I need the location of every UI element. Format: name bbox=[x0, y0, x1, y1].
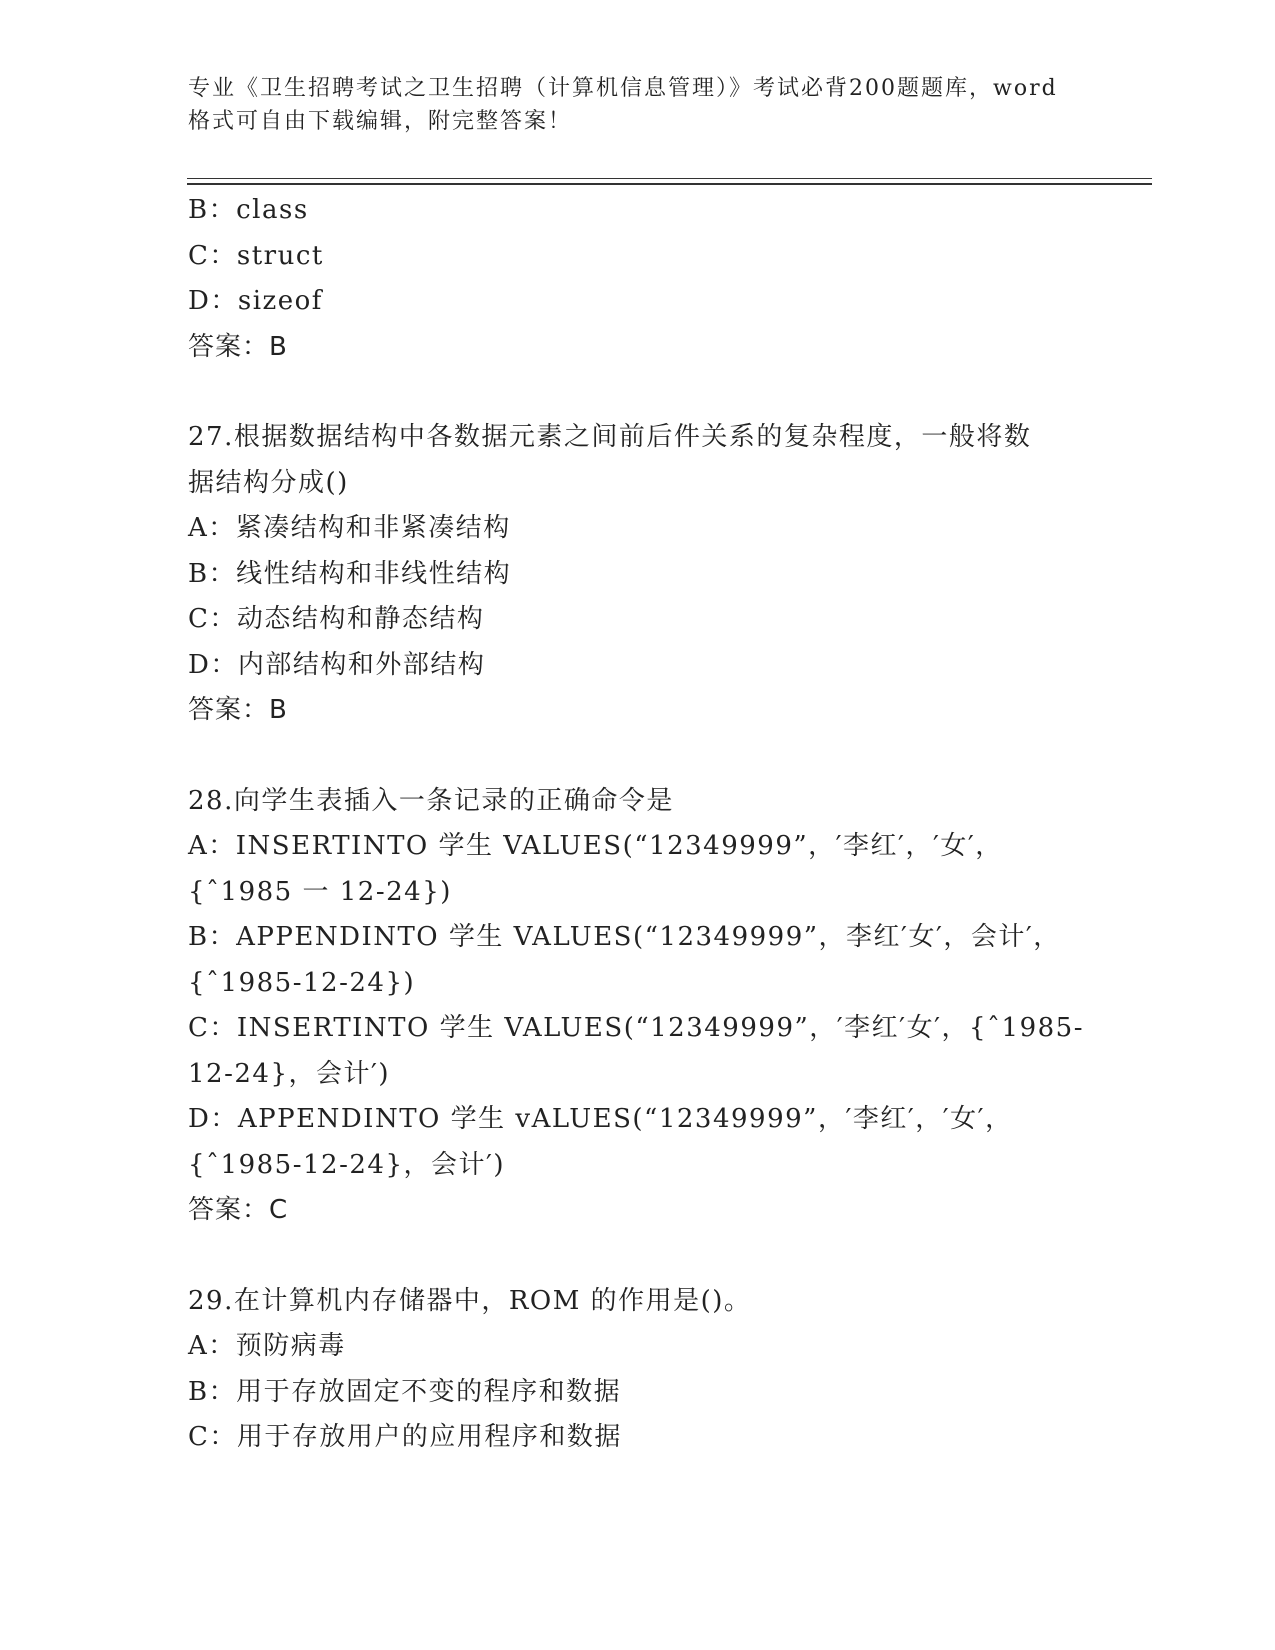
document-header bbox=[188, 72, 1088, 138]
q28-option-c-line-2: 12-24}，会计′) bbox=[188, 1058, 391, 1089]
q27-option-b: B：线性结构和非线性结构 bbox=[188, 558, 512, 589]
q28-option-d-line-2: {ˆ1985-12-24}，会计′) bbox=[188, 1149, 506, 1180]
q28-option-a-line-1: A：INSERTINTO 学生 VALUES(“12349999”，′李红′，′女′， bbox=[188, 831, 1003, 861]
q27-option-d: D：内部结构和外部结构 bbox=[188, 649, 486, 680]
q28-option-d-line-1: D：APPENDINTO 学生 vALUES(“12349999”，′李红′，′女′， bbox=[188, 1104, 1013, 1134]
q26-option-b: B：class bbox=[188, 195, 309, 225]
question-27 bbox=[188, 415, 1068, 734]
q28-option-a-line-2: {ˆ1985 一 12-24}) bbox=[188, 876, 452, 907]
q28-option-c-line-1: C：INSERTINTO 学生 VALUES(“12349999”，′李红′女′，{ˆ1985- bbox=[188, 1013, 1084, 1043]
question-26 bbox=[188, 188, 1068, 370]
q28-stem: 28.向学生表插入一条记录的正确命令是 bbox=[188, 785, 674, 816]
question-28 bbox=[188, 779, 1084, 1234]
spacer bbox=[188, 734, 1068, 779]
q29-option-a: A：预防病毒 bbox=[188, 1331, 346, 1361]
q27-answer: 答案：B bbox=[188, 695, 288, 725]
q29-option-b: B：用于存放固定不变的程序和数据 bbox=[188, 1376, 622, 1407]
q27-option-c: C：动态结构和静态结构 bbox=[188, 604, 485, 634]
header-divider-thin bbox=[187, 178, 1152, 179]
spacer bbox=[188, 370, 1068, 415]
spacer bbox=[188, 1234, 1068, 1279]
q28-option-b-line-2: {ˆ1985-12-24}) bbox=[188, 967, 416, 998]
q26-option-c: C：struct bbox=[188, 240, 324, 271]
q28-answer: 答案：C bbox=[188, 1195, 289, 1225]
q26-option-d: D：sizeof bbox=[188, 286, 323, 316]
q29-stem: 29.在计算机内存储器中，ROM 的作用是()。 bbox=[188, 1285, 752, 1316]
q27-stem-line-2: 据结构分成() bbox=[188, 467, 349, 498]
header-divider-thick bbox=[187, 183, 1152, 185]
q27-option-a: A：紧凑结构和非紧凑结构 bbox=[188, 513, 511, 543]
header-line-1: 专业《卫生招聘考试之卫生招聘（计算机信息管理）》考试必背200题题库，word bbox=[188, 76, 1058, 101]
q26-answer: 答案：B bbox=[188, 331, 288, 362]
q29-option-c: C：用于存放用户的应用程序和数据 bbox=[188, 1422, 622, 1452]
question-list bbox=[188, 188, 1084, 1461]
header-line-2: 格式可自由下载编辑，附完整答案！ bbox=[188, 109, 573, 134]
q28-option-b-line-1: B：APPENDINTO 学生 VALUES(“12349999”，李红′女′，会计′， bbox=[188, 922, 1061, 952]
q27-stem-line-1: 27.根据数据结构中各数据元素之间前后件关系的复杂程度，一般将数 bbox=[188, 422, 1032, 452]
question-29 bbox=[188, 1279, 1068, 1461]
